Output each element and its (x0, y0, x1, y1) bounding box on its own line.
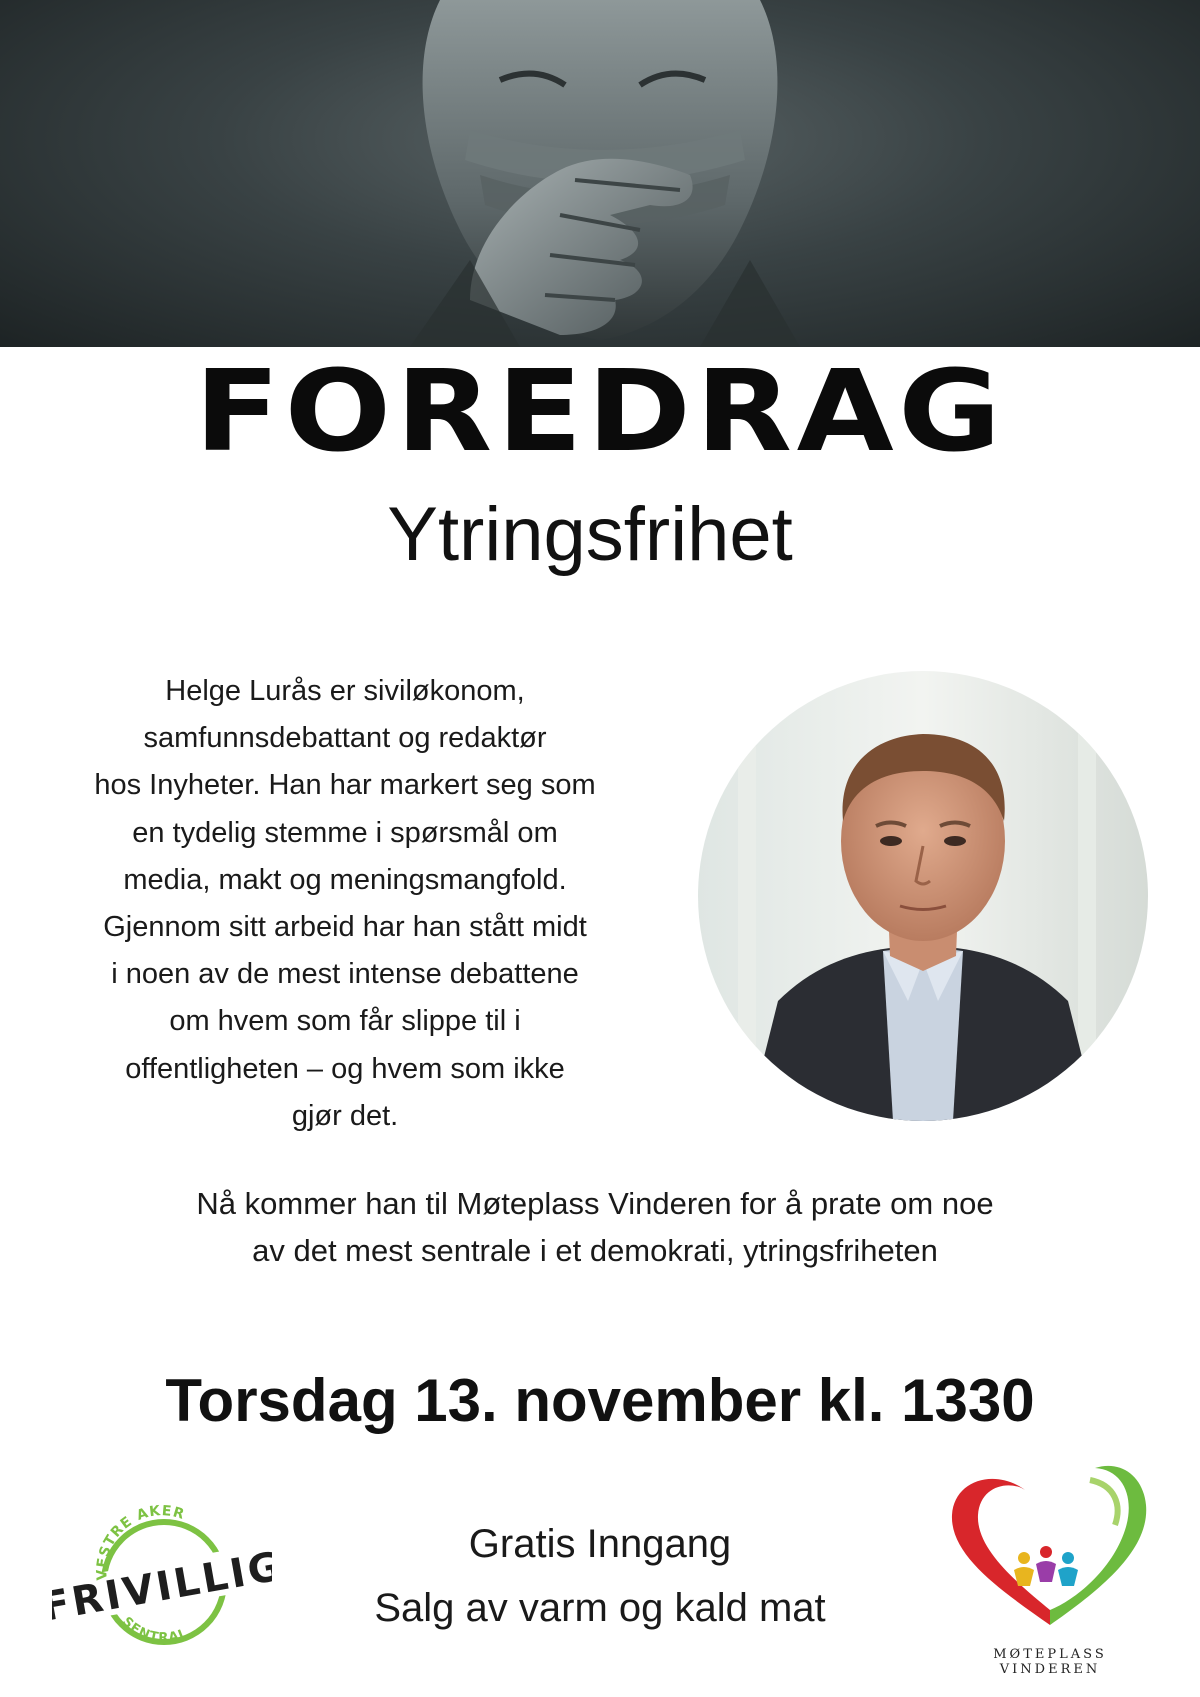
subheadline: Ytringsfrihet (387, 492, 793, 577)
bio-line: gjør det. (291, 1099, 399, 1132)
statue-illustration (0, 0, 1200, 347)
badge-top-text: VESTRE AKER (94, 1503, 187, 1581)
headline: FOREDRAG (194, 347, 1006, 477)
bio-line: om hvem som får slippe til i (169, 1005, 521, 1038)
frivillig-sentral-badge (52, 1502, 272, 1657)
bio-line: media, makt og meningsmangfold. (123, 863, 567, 896)
bio-line: Gjennom sitt arbeid har han stått midt (103, 911, 587, 944)
bio-line: offentligheten – og hvem som ikke (125, 1052, 565, 1085)
intro-line: av det mest sentrale i et demokrati, ytringsfriheten (252, 1233, 938, 1268)
intro-line: Nå kommer han til Møteplass Vinderen for å prate om noe (196, 1186, 994, 1221)
bio-line: samfunnsdebattant og redaktør (143, 722, 547, 755)
logo-name: MØTEPLASS VINDEREN (993, 1647, 1107, 1677)
badge-bottom-text: SENTRAL (118, 1614, 191, 1646)
hero-image (0, 0, 1200, 347)
bio-line: hos Inyheter. Han har markert seg som (94, 769, 596, 802)
admission-text: Gratis Inngang (468, 1522, 732, 1566)
badge-main-text: FRIVILLIG (52, 1543, 272, 1631)
svg-text:SENTRAL (119, 1614, 190, 1645)
moteplass-vinderen-logo (940, 1460, 1160, 1677)
event-intro (60, 1180, 1130, 1274)
event-date: Torsdag 13. november kl. 1330 (165, 1367, 1035, 1434)
portrait-illustration (698, 671, 1148, 1121)
bio-line: i noen av de mest intense debattene (111, 958, 579, 991)
bio-line: en tydelig stemme i spørsmål om (132, 816, 558, 849)
bio-line: Helge Lurås er siviløkonom, (165, 675, 525, 707)
badge-logo (52, 1502, 272, 1652)
speaker-portrait (698, 671, 1148, 1121)
event-details (300, 1512, 900, 1640)
speaker-bio (30, 668, 660, 1140)
food-text: Salg av varm og kald mat (374, 1586, 826, 1630)
heart-logo (940, 1460, 1160, 1640)
